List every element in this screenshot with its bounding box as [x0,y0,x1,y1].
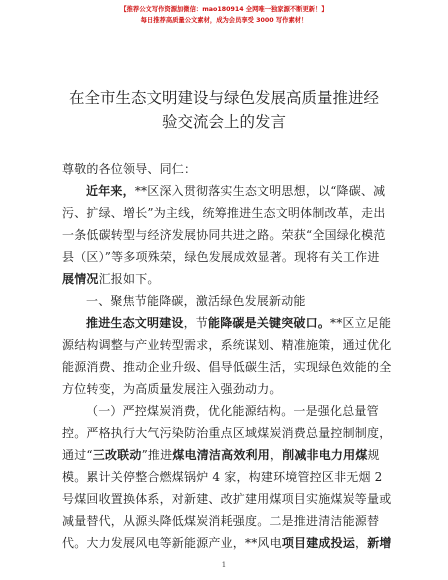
bold-text: 削减非电力用煤 [282,448,368,462]
text-run: 规 [367,448,380,462]
text-run: ， [355,536,368,550]
bold-text: 新增 [367,536,392,550]
text-run: **区立足能 [330,316,392,330]
paragraph-3-line: 控。严格执行大气污染防治重点区域煤炭消费总量控制制度， [62,426,392,440]
paragraph-3-line [62,447,380,463]
paragraph-3-line: 号煤回收置换体系，对新建、改扩建用煤项目实施煤炭等量或 [62,492,392,506]
section-heading-1: 一、聚焦节能降碳，激活绿色发展新动能 [86,294,306,308]
paragraph-1-line: 一条低碳转型与经济发展协同共进之路。荣获“全国绿化模范 [62,228,386,242]
bold-text: 推进生态文明建设 [86,316,184,330]
paragraph-3-line: （一）严控煤炭消费，优化能源结构。一是强化总量管 [86,404,379,418]
paragraph-1-line: 县（区）”等多项殊荣，绿色发展成效显著。现将有关工作进 [62,250,380,264]
document-title-line-1: 在全市生态文明建设与绿色发展高质量推进经 [68,89,379,107]
bold-text: 能降碳是关键突破口。 [208,316,331,330]
paragraph-2-line [86,315,391,331]
page-number: 1 [221,561,227,569]
salutation: 尊敬的各位领导、同仁： [62,162,197,176]
paragraph-1-line [86,183,385,199]
bold-text: 三改联动 [92,448,142,462]
paragraph-1-line [62,271,160,287]
document-title-line-2: 验交流会上的发言 [161,113,286,131]
bold-text: 项目建成投运 [281,536,356,550]
text-run: **区深入贯彻落实生态文明思想，以“降碳、减 [134,184,386,198]
promo-banner-line-2: 每日推荐高质量公文素材，成为会员享受 3000 写作素材！ [140,17,308,24]
paragraph-2-line: 方位转变，为高质量发展注入强劲动力。 [62,382,282,396]
text-run: 代。大力发展风电等新能源产业，**风电 [62,536,282,550]
paragraph-2-line: 源结构调整与产业转型需求，系统谋划、精准施策，通过优化 [62,338,392,352]
text-run: ， [269,448,283,462]
promo-banner-line-1: 【推荐公文写作资源加微信：mao180914 全网唯一独家源不断更新！】 [120,6,328,13]
text-run: 汇报如下。 [98,272,160,286]
paragraph-1-line: 污、扩绿、增长”为主线，统筹推进生态文明体制改革，走出 [62,206,386,220]
paragraph-3-line: 模。累计关停整合燃煤锅炉 4 家，构建环境管控区非无烟 2 [62,470,383,484]
paragraph-3-line [62,535,392,551]
text-run: 通过“ [62,448,93,462]
bold-text: 近年来， [86,184,135,198]
paragraph-2-line: 能源消费、推动企业升级、倡导低碳生活，实现绿色效能的全 [62,360,392,374]
paragraph-3-line: 减量替代，从源头降低煤炭消耗强度。二是推进清洁能源替 [62,514,380,528]
text-run: ，节 [183,316,209,330]
bold-text: 煤电清洁高效利用 [172,448,270,462]
text-run: ”推进 [141,448,173,462]
bold-text: 展情况 [62,272,99,286]
